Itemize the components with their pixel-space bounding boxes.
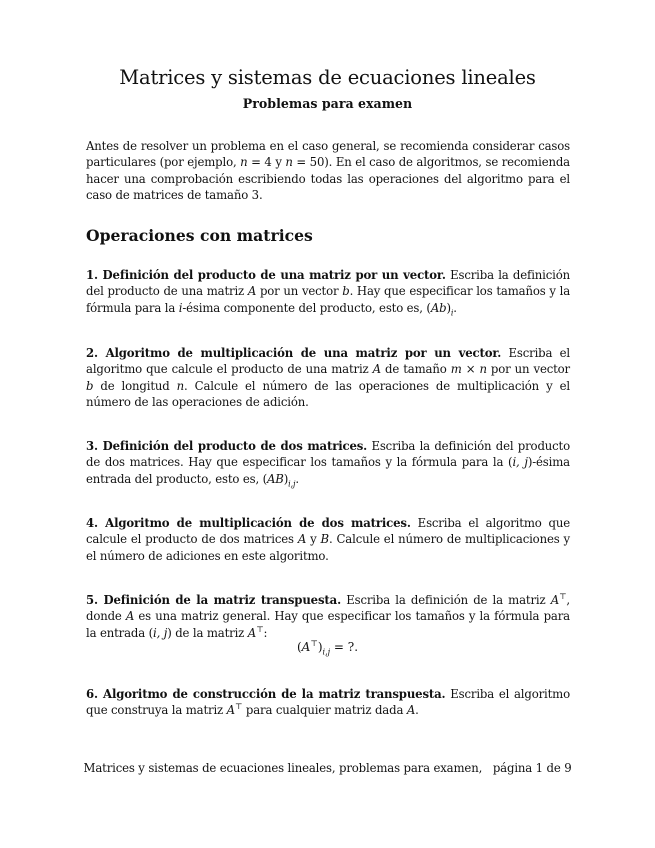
page-number: página 1 de 9: [492, 761, 572, 775]
intro-paragraph: Antes de resolver un problema en el caso general, se recomienda considerar casos particulares (por ejemplo, n = 4 y n = 50). En el caso de algoritmos, se recomienda hacer una comprobación escribiendo todas las operaciones del algoritmo para el caso de matrices de tamaño 3.: [86, 139, 570, 203]
problem-6: 6. Algoritmo de construcción de la matriz transpuesta. Escriba el algoritmo que construya la matriz A⊤ para cualquier matriz dada A.: [86, 687, 570, 718]
problem-5: 5. Definición de la matriz transpuesta. Escriba la definición de la matriz A⊤, donde A es una matriz general. Hay que especificar los tamaños y la fórmula para la entrada (i, j) de la matriz A⊤:: [86, 592, 570, 640]
problem-3: 3. Definición del producto de dos matrices. Escriba la definición del producto de dos matrices. Hay que especificar los tamaños y la fórmula para la (i, j)-ésima entrada del producto, esto es, $(AB)_{i,j}$.: [86, 439, 570, 489]
page-footer: [0, 760, 655, 776]
document-subtitle: Problemas para examen: [242, 96, 413, 111]
problem-title: 3. Definición del producto de dos matrices.: [86, 439, 368, 453]
section-title: Operaciones con matrices: [86, 226, 313, 245]
problem-title: 4. Algoritmo de multiplicación de dos matrices.: [86, 516, 411, 530]
problem-title: 2. Algoritmo de multiplicación de una matriz por un vector.: [86, 346, 502, 360]
problem-1: 1. Definición del producto de una matriz por un vector. Escriba la definición del producto de una matriz A por un vector b. Hay que especificar los tamaños y la fórmula para la i-ésima componente del producto, esto es, $(Ab)_i$.: [86, 268, 571, 318]
problem-2: 2. Algoritmo de multiplicación de una matriz por un vector. Escriba el algoritmo que calcule el producto de una matriz A de tamaño m × n por un vector b de longitud n. Calcule el número de las operaciones de multiplicación y el número de las operaciones de adición.: [86, 346, 570, 410]
transpose-equation: $(A^⊤)_{i,j}$ = ?.: [296, 639, 359, 657]
problem-title: 1. Definición del producto de una matriz por un vector.: [86, 268, 446, 282]
footer-text: Matrices y sistemas de ecuaciones lineales, problemas para examen,: [83, 761, 483, 775]
problem-title: 5. Definición de la matriz transpuesta.: [86, 593, 341, 607]
document-title: Matrices y sistemas de ecuaciones lineales: [119, 66, 536, 89]
problem-title: 6. Algoritmo de construcción de la matriz transpuesta.: [86, 687, 446, 701]
problem-4: 4. Algoritmo de multiplicación de dos matrices. Escriba el algoritmo que calcule el producto de dos matrices A y B. Calcule el número de multiplicaciones y el número de adiciones en este algoritmo.: [86, 516, 571, 563]
